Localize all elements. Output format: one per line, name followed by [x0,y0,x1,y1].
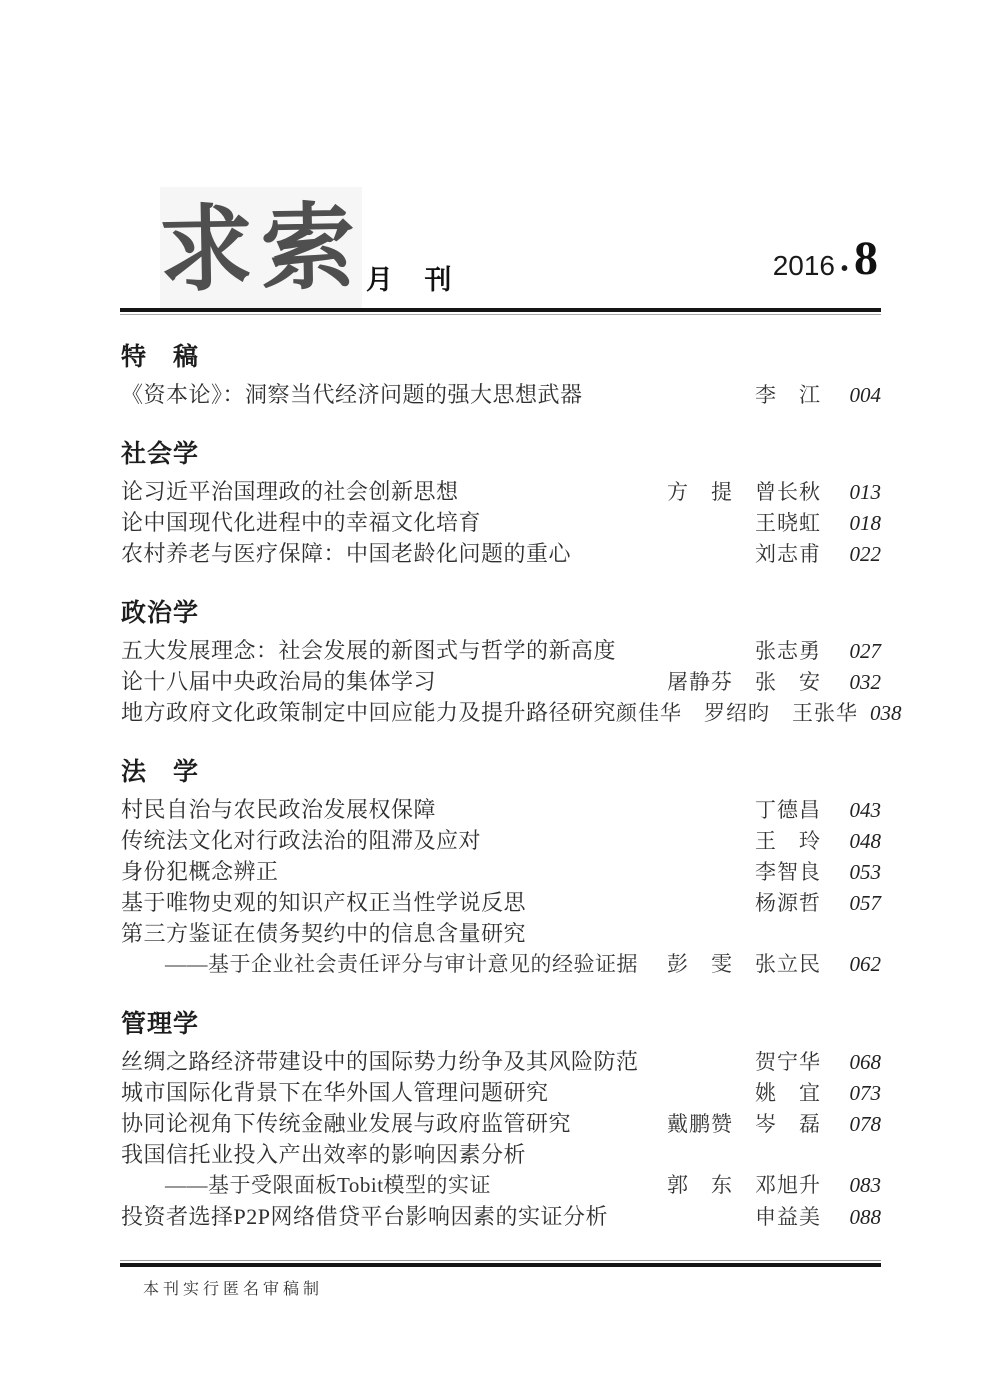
article-authors: 申益美 [755,1205,821,1229]
toc-item [121,506,881,537]
article-title: 身份犯概念辨正 [121,859,279,884]
article-title: 五大发展理念：社会发展的新图式与哲学的新高度 [121,638,617,663]
toc-section [121,441,881,568]
article-page-number: 027 [849,639,881,663]
article-line [121,1138,881,1169]
article-line [121,793,881,824]
article-page-number: 038 [870,701,902,725]
toc-item [121,1045,881,1076]
toc-item [121,886,881,917]
issue-number: 8 [854,232,878,285]
section-heading: 政治学 [121,599,200,627]
toc-item [121,855,881,886]
article-line [121,886,881,917]
article-line [121,855,881,886]
article-page-number: 083 [849,1173,881,1197]
anonymous-review-note: 本刊实行匿名审稿制 [143,1281,324,1298]
article-authors: 丁德昌 [755,798,821,822]
article-authors: 戴鹏赞 岑 磊 [667,1112,821,1136]
section-heading: 特 稿 [121,343,200,371]
toc-item [121,824,881,855]
article-subtitle-line [121,1169,881,1200]
article-line [121,537,881,568]
toc-item [121,696,902,727]
article-page-number: 073 [849,1081,881,1105]
section-items [121,475,881,568]
journal-logo-box [160,187,362,311]
toc-section [121,344,881,409]
article-page-number: 013 [849,480,881,504]
article-title: 论中国现代化进程中的幸福文化培育 [121,510,482,535]
article-line [121,506,881,537]
article-title: 农村养老与医疗保障：中国老龄化问题的重心 [121,541,572,566]
article-authors: 王晓虹 [755,511,821,535]
section-heading: 社会学 [121,440,200,468]
article-title: 丝绸之路经济带建设中的国际势力纷争及其风险防范 [121,1049,639,1074]
article-line [121,1076,881,1107]
issue-label [772,232,878,285]
article-line [121,917,881,948]
article-authors: 李智良 [755,860,821,884]
toc-item [121,917,881,979]
section-items [121,793,881,979]
article-title: 协同论视角下传统金融业发展与政府监管研究 [121,1111,572,1136]
toc-item [121,793,881,824]
article-title: 村民自治与农民政治发展权保障 [121,797,437,822]
article-line [121,475,881,506]
section-heading: 法 学 [121,758,200,786]
article-authors: 王 玲 [755,829,821,853]
header-double-rule [120,308,881,315]
toc-item [121,378,881,409]
article-page-number: 032 [849,670,881,694]
article-title: 论十八届中央政治局的集体学习 [121,669,437,694]
toc-item [121,1200,881,1231]
toc-item [121,537,881,568]
article-authors: 张志勇 [755,639,821,663]
toc-section [121,759,881,979]
article-line [121,1045,881,1076]
article-page-number: 004 [849,383,881,407]
article-authors: 刘志甫 [755,542,821,566]
article-authors: 屠静芬 张 安 [667,670,821,694]
toc-item [121,475,881,506]
article-line [121,696,902,727]
article-title: 基于唯物史观的知识产权正当性学说反思 [121,890,527,915]
issue-year: 2016 [772,249,835,281]
article-page-number: 053 [849,860,881,884]
article-page-number: 057 [849,891,881,915]
article-line [121,378,881,409]
article-title: 城市国际化背景下在华外国人管理问题研究 [121,1080,549,1105]
section-heading: 管理学 [121,1010,200,1038]
journal-type-label: 月 刊 [366,265,464,295]
article-authors: 彭 雯 张立民 [667,952,821,976]
article-authors: 颜佳华 罗绍昀 王张华 [616,701,859,725]
toc-item [121,1138,881,1200]
article-page-number: 018 [849,511,881,535]
article-line [121,665,881,696]
article-page-number: 088 [849,1205,881,1229]
article-title: 论习近平治国理政的社会创新思想 [121,479,459,504]
article-subtitle: ——基于企业社会责任评分与审计意见的经验证据 [165,952,638,976]
article-authors: 方 提 曾长秋 [667,480,821,504]
section-items [121,634,902,727]
article-authors: 郭 东 邓旭升 [667,1173,821,1197]
article-page-number: 043 [849,798,881,822]
footer-double-rule [120,1260,881,1267]
toc-item [121,1076,881,1107]
article-page-number: 048 [849,829,881,853]
article-title: 地方政府文化政策制定中回应能力及提升路径研究 [121,700,617,725]
article-title: 投资者选择P2P网络借贷平台影响因素的实证分析 [121,1204,608,1229]
section-items [121,1045,881,1231]
article-authors: 杨源哲 [755,891,821,915]
article-subtitle-line [121,948,881,979]
article-line [121,1200,881,1231]
toc-item [121,1107,881,1138]
section-items [121,378,881,409]
article-authors: 姚 宜 [755,1081,821,1105]
article-page-number: 068 [849,1050,881,1074]
article-page-number: 022 [849,542,881,566]
issue-separator-dot: • [840,257,848,280]
article-subtitle: ——基于受限面板Tobit模型的实证 [165,1173,492,1197]
toc-section [121,1011,881,1231]
article-page-number: 078 [849,1112,881,1136]
journal-logo-calligraphy: 求索 [158,192,364,306]
article-authors: 李 江 [755,383,821,407]
toc [121,318,902,1231]
article-authors: 贺宁华 [755,1050,821,1074]
toc-section [121,599,902,727]
article-page-number: 062 [849,952,881,976]
article-title: 《资本论》：洞察当代经济问题的强大思想武器 [121,382,583,407]
article-line [121,634,881,665]
article-title: 我国信托业投入产出效率的影响因素分析 [121,1142,527,1167]
article-title: 第三方鉴证在债务契约中的信息含量研究 [121,921,527,946]
article-line [121,824,881,855]
article-title: 传统法文化对行政法治的阻滞及应对 [121,828,482,853]
article-line [121,1107,881,1138]
toc-item [121,634,881,665]
toc-item [121,665,881,696]
